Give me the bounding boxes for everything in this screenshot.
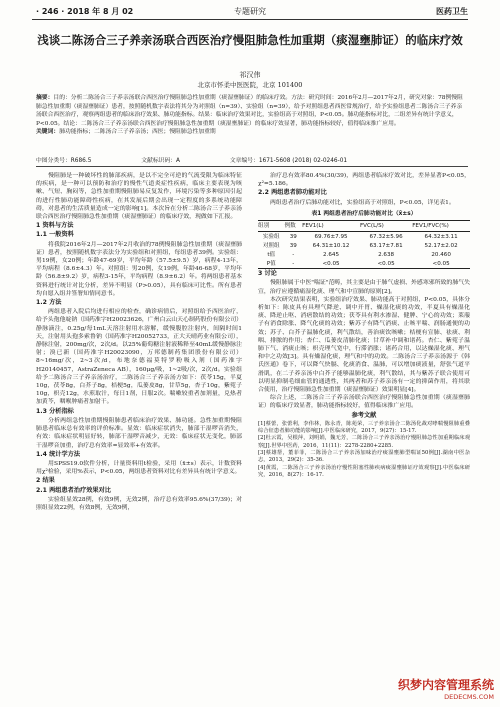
affiliation: 北京市怀柔中医医院，北京 101400 — [197, 81, 303, 89]
table-row — [258, 250, 470, 259]
table-cell: 对照组 — [262, 242, 280, 249]
reference-item: [1]蔡蕾，张蕾利，李伟林，陈永青，陈苑荣，三子养亲汤合二陈汤化裁对哮喘慢阻肺重叠综合征患者肺功能的影响[J].中医临床研究，2017，9(27)：15-17. — [258, 420, 470, 435]
table-header: FEV1/FVC(%) — [412, 221, 470, 232]
table-row — [258, 232, 470, 242]
section-heading: 3 讨论 — [258, 270, 277, 278]
document-code: 文献标识码：A — [141, 158, 180, 164]
reference-item: [2]杜云霞，吴根萍，刘明娟，魏无芳，二陈汤合三子养亲汤治疗慢阻肺急性加重期临床观察[J].世界中医药，2016，11(11)：2278-2280+2285. — [258, 435, 470, 449]
subsection-heading: 2.2 两组患者肺功能对比 — [258, 189, 327, 197]
page-header — [0, 0, 500, 22]
table-header: FEV1(L) — [302, 221, 360, 232]
section-heading: 1 资料与方法 — [36, 222, 74, 230]
table-header: 组别 — [258, 221, 284, 232]
keywords-label: 关键词： — [36, 129, 60, 136]
table-cell: 63.17±7.81 — [369, 242, 403, 249]
paragraph: 将我院2016年2月—2017年2月收治的78例慢阻肺急性加重期（痰湿壅肺证）患者，按照随机数字表法分为实验组和对照组，每组患者39例。实验组：男19例，女20例；年龄47-69岁，平均年龄（57.5±9.5）岁，病程4-13年，平均病程（8.6±4.3）年。对照组：男20例，女19例，年龄46-68岁，平均年龄（56.8±9.2）岁，病程3-15年，平均病程（8.9±6.2）年。将两组患者基本资料进行统计对比分析，差异不明显（P>0.05），具有临床可比性。所有患者均自愿入组并签署知情同意书。 — [36, 241, 242, 297]
table-header: FVC(L/S) — [360, 221, 412, 232]
table-cell: 2.645 — [323, 251, 340, 258]
right-column — [258, 172, 470, 479]
table-cell: P值 — [258, 259, 284, 269]
reference-item: [3]蔡雄帮，董菲菲，二陈汤合三子养亲汤加味治疗痰湿壅肺型喘证50例[J].湖南中医杂志，2013，29(2)：35-36. — [258, 450, 470, 464]
header-rule — [32, 19, 468, 20]
article-title: 浅谈二陈汤合三子养亲汤联合西医治疗慢阻肺急性加重期（痰湿壅肺证）的临床疗效 — [37, 33, 463, 47]
paragraph: 治疗总有效率80.4%(30/39)，两组患者临床疗效对比，差异显著P<0.05，χ²=5.186。 — [258, 173, 470, 188]
table-header: 例数 — [284, 221, 302, 232]
table-cell: 69.76±7.95 — [314, 233, 348, 240]
keywords: 肺功能指标；二陈汤合三子养亲汤；西医；慢阻肺急性加重期 — [59, 129, 216, 136]
paragraph: 两组患者入院后均进行相应的检查，确诊病情后，对照组给予西医治疗，给予头孢他啶钠（国药准字H20023626，广州白云山天心制药股份有限公司）静脉滴注，0.25g/每1mL天溶注射用水溶解，缓慢腹腔注射内，间隔时间1天，注射用头孢多索鲁钠（国药准字H20052733，正大天晴药业有限公司），静脉注射，200mg/次，2次/d。以25%葡萄糖注射液稀释至40mL缓慢静脉注射；溴已新（国药准字H20023090，万邦德制药集团股份有限公司）8~16mg/次，2~3次/d，布地奈德福莫特罗粉吸入剂（国药准字H20140457，AstraZeneca AB），160μg/吸，1~2吸/次，2次/d。实验组给予二陈汤合三子养亲汤治疗，二陈汤合三子养亲汤方如下：茯苓15g，半夏10g，茯苓8g，白芥子8g，桔梗5g，瓜蒌皮8g，甘草5g，杏子10g，紫菀子10g，枳壳12g，水煎取汁，每日1剂，日服2次。喘嗽较重者加剂量，兑热者加黄芩，咽喉肿痛者加射干。 — [36, 309, 242, 406]
references-heading: 参考文献 — [351, 411, 377, 419]
table-cell: 64.31±10.12 — [312, 242, 350, 249]
paragraph: 用SPSS19.0软件分析，计量资料用t检验，采用（x̄±s）表示，计数资料用χ²检验，采用%表示，P<0.05，两组患者资料对比有差异具有统计学意义。 — [36, 460, 242, 476]
table-cell: t值 — [267, 251, 276, 258]
table-caption: 表1 两组患者治疗后肺功能对比（x̄±s） — [311, 210, 417, 217]
abstract-label: 摘要： — [36, 95, 54, 101]
watermark — [398, 676, 494, 701]
clc-number: 中图分类号：R686.5 — [36, 158, 92, 164]
left-column — [36, 172, 242, 512]
table-cell: <0.05 — [412, 259, 470, 269]
paragraph: 两组患者治疗后肺功能对比，实验组高于对照组，P<0.05，详见表1。 — [270, 199, 455, 206]
subsection-heading: 1.4 统计学方法 — [36, 450, 81, 458]
table-cell: 39 — [289, 242, 297, 249]
table-cell: 39 — [289, 233, 297, 240]
table-cell: 20.460 — [431, 251, 451, 258]
table-cell: 实验组 — [262, 233, 280, 240]
article-number: 文章编号：1671-5608 (2018) 02-0246-01 — [229, 158, 348, 164]
intro-paragraph: 慢阻肺是一种破坏性的肺部疾病，是以不完全可逆的气流受限为临床特征的疾病，是一种可以预防和治疗的慢性气道炎症性疾病，临床主要表现为咳嗽、气短、胸闷等，急性加重期慢阻肺易反复发作，环境污染等多种原因引起的进行性肺功能障碍性疾病，在其发展后期会出现一定程度的多系统功能障碍，对患者的生活质量造成一定的影响[1]。本次旨在分析二陈汤合三子养亲汤联合西医治疗慢阻肺急性加重期（痰湿壅肺证）的临床疗效，现做如下汇报。 — [36, 173, 242, 221]
paragraph: 慢阻肺属于中医"喘证"范畴，其主要是由于肺气虚损、外感寒邪所致的肺气失宣，治疗应遵循痛湿化痰、理气和中宣肺的原则[2]。 — [258, 280, 470, 295]
table-cell: 2.638 — [378, 251, 395, 258]
column-label: 专题研究 — [234, 7, 266, 16]
abstract-text: 目的：分析二陈汤合三子养亲汤联合西医治疗慢阻肺急性加重期（痰湿壅肺证）的临床疗效。方法：研究时间：2016年2月—2017年2月，研究对象：78例慢阻肺急性加重期（痰湿壅肺证）患者，按照随机数字表法将其分为对照组（n=39）、实验组（n=39），给予对照组患者西医常规治疗，给予实验组患者二陈汤合三子养亲汤联合西医治疗，观察两组患者的临床治疗效果、肺功能指标。结果：临床治疗效果对比，实验组高于对照组，P<0.05。肺功能指标对比，二组差异有统计学意义，P<0.05。结论：二陈汤合三子养亲汤联合西医治疗慢阻肺急性加重期（痰湿壅肺证）的临床疗效显著，肺功能指标较好，值得临床推广应用。 — [36, 95, 463, 127]
section-heading: 2 结果 — [36, 477, 55, 485]
table-cell: 67.32±5.96 — [369, 233, 403, 240]
reference-list — [258, 421, 470, 479]
paragraph: 实验组显效28例，有效9例，无效2例，治疗总有效率95.6%(37/39)；对照组显效22例，有效8例，无效9例， — [36, 496, 242, 511]
table-cell: <0.05 — [360, 259, 412, 269]
meta-rule — [36, 166, 468, 167]
paragraph: 本次研究结果表明，实验组治疗效果、肺功能高于对照组，P<0.05，具体分析如下：陈皮具有具理气降逆、调中开胃、燥湿化痰的功效，半夏具有燥湿化痰、降逆止呕、消痞散结的功效；茯苓具有利水渗湿、健脾、宁心的功效；莱菔子有消食除胀、降气化痰的功效；紫苏子有降气消痰、止咳平喘、润肠通便的功效；苏子、白芥子温肺化痰，利气散结，善治痰饮咳嗽；桔梗有宣肺、祛痰、利咽、排脓的作用；杏仁、瓜蒌皮清肺化痰；甘草补中调和诸药。杏仁、紫菀子温肺下气、消痰止咳；枳壳理气宽中，行滞消胀；诸药合用，以达燥湿化痰、理气和中之功效[3]。具有燥湿化痰，理气和中的功效。二陈汤合三子养亲汤源于《韩氏医通》卷下，可以降气快膈、化痰消食、温肺，可以增加痰液量，舒张气道平滑肌，在二子养亲汤中白芥子能够温肺化痰，利气散结，其与紫苏子联合使用可以明显抑制毛细血管的通透性，其两者和苏子养亲汤有一定的抑菌作用，将其联合使用，治疗慢阻肺急性加重期（痰湿壅肺证）效果明显[4]。 — [258, 296, 470, 394]
table-cell: 64.32±3.11 — [424, 233, 458, 240]
watermark-title: 织梦内容管理系统 — [397, 678, 494, 692]
subsection-heading: 1.3 分析指标 — [36, 407, 74, 415]
table-cell: <0.05 — [302, 259, 360, 269]
paragraph: 分析两组急性加重期慢阻肺患者临床治疗效果、肺功能。急性加重期慢阻肺患者临床总有效率的评价标准。显效：临床症状消失，肺部干湿啰音消失，有效：临床症状明显好转，肺部干湿啰音减少，无效：临床症状无变化，肺部干湿啰音加重，治疗总有效率=显效率+有效率。 — [36, 417, 242, 449]
table-header-row — [258, 221, 470, 232]
journal-section: 医药卫生 — [436, 7, 468, 16]
table-cell: 52.17±2.02 — [424, 242, 458, 249]
abstract — [36, 94, 466, 137]
subsection-heading: 1.2 方法 — [36, 299, 62, 307]
paragraph: 综合上述，二陈汤合三子养亲汤联合西医治疗慢阻肺急性加重期（痰湿壅肺证）的临床疗效显著，肺功能指标较好，值得临床推广应用。 — [258, 395, 470, 410]
lung-function-table — [258, 220, 470, 269]
table-cell: - — [292, 251, 295, 258]
author: 祁汉伟 — [239, 71, 261, 79]
reference-item: [4]黄霞，二陈汤合三子养亲汤治疗慢性阻塞性肺疾病痰湿壅肺证疗效观察[J].中医临床研究，2016，8(27)：16-17. — [258, 464, 470, 478]
table-cell: - — [284, 259, 302, 269]
issue-label: · 246 · 2018 年 8 月 02 — [36, 7, 134, 16]
article-meta — [36, 155, 466, 164]
table-row — [258, 241, 470, 250]
watermark-url: DEDECMS.COM — [444, 693, 494, 701]
table-row — [258, 259, 470, 269]
subsection-heading: 1.1 一般资料 — [36, 231, 74, 239]
subsection-heading: 2.1 两组患者治疗效果对比 — [36, 486, 111, 494]
